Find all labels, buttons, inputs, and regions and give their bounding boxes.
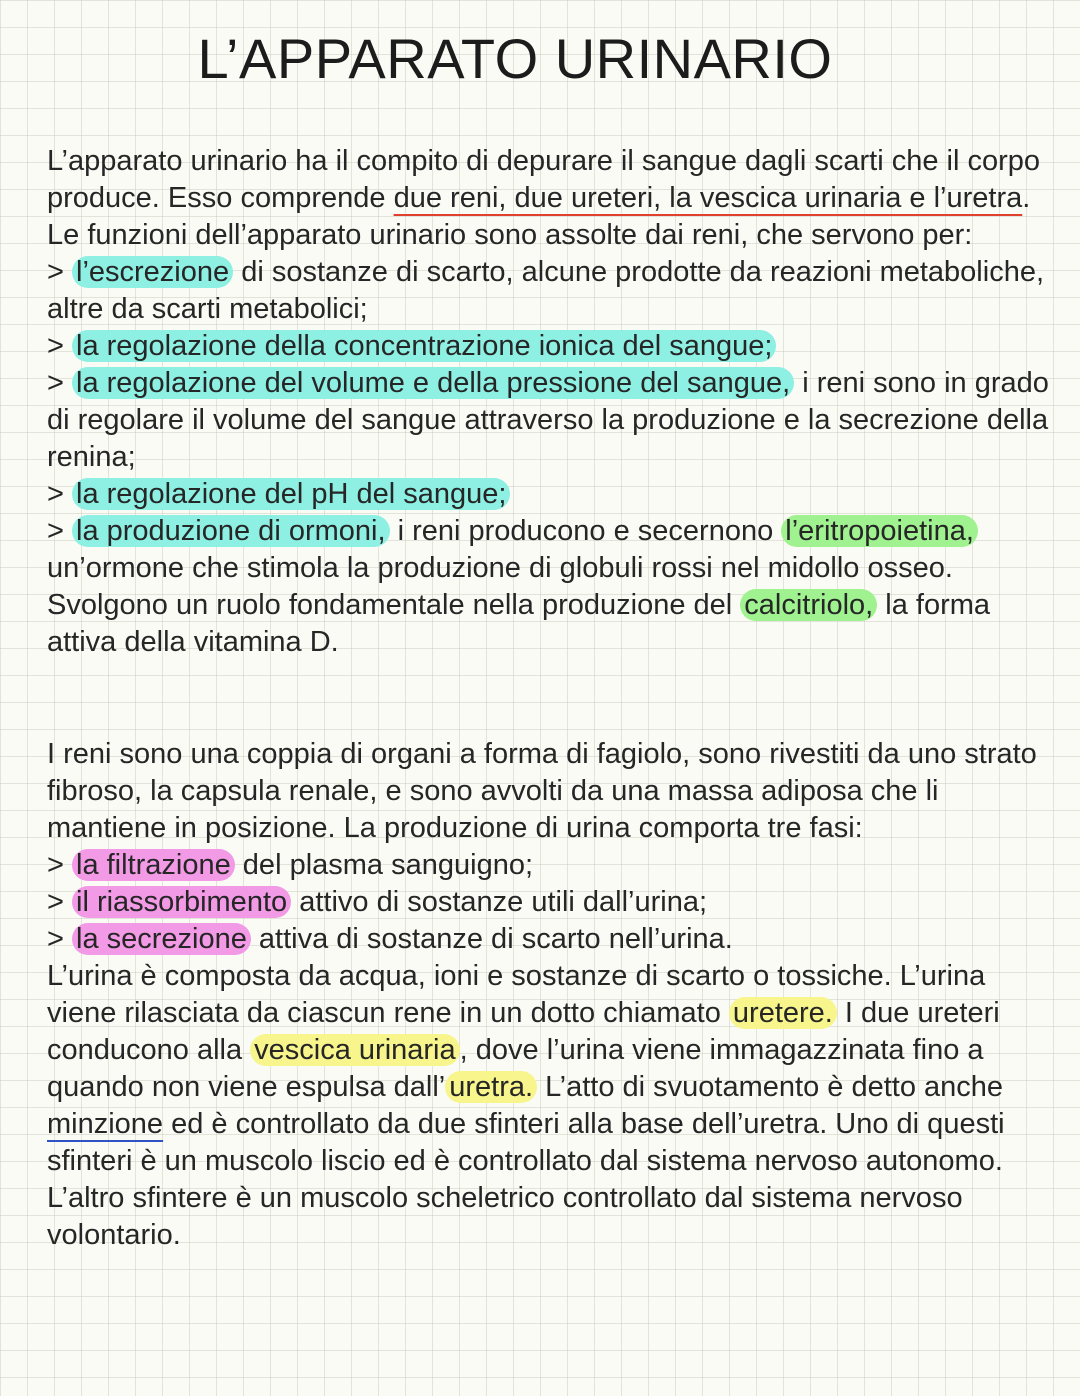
highlight-cyan: la produzione di ormoni, (72, 515, 390, 547)
bullet-ph-regulation: > la regolazione del pH del sangue; (47, 478, 510, 510)
highlight-green: calcitriolo, (740, 589, 877, 621)
highlight-pink: il riassorbimento (72, 886, 291, 918)
highlight-yellow: uretra. (445, 1071, 537, 1103)
text: , dove l’urina viene immagazzinata fino a quando non viene espulsa dall’ (47, 1034, 984, 1103)
text: I reni sono una coppia di organi a forma di fagiolo, sono rivestiti da uno strato fibroso, la capsula renale, e sono avvolti da una massa adiposa che li mantiene in posizione. La produzione di urina comporta tre fasi: (47, 738, 1037, 844)
bullet-reabsorption: > il riassorbimento attivo di sostanze utili dall’urina; (47, 886, 708, 918)
text: i reni sono in grado di regolare il volume del sangue attraverso la produzione e la secrezione della renina; (47, 367, 1049, 473)
text: L’apparato urinario ha il compito di depurare il sangue dagli scarti che il corpo produce. Esso comprende (47, 145, 1041, 214)
text: di sostanze di scarto, alcune prodotte da reazioni metaboliche, altre da scarti metabolici; (47, 256, 1045, 325)
bullet-excretion: > l’escrezione di sostanze di scarto, alcune prodotte da reazioni metaboliche, altre da scarti metabolici; (47, 256, 1045, 325)
text: del plasma sanguigno; (234, 849, 534, 881)
text: L’urina è composta da acqua, ioni e sostanze di scarto o tossiche. L’urina viene rilasciata da ciascun rene in un dotto chiamato (47, 960, 986, 1029)
text: ed è controllato da due sfinteri alla base dell’uretra. Uno di questi sfinteri è un muscolo liscio ed è controllato dal sistema nervoso autonomo. L’altro sfintere è un muscolo scheletrico controllato dal sistema nervoso volontario. (47, 1108, 1005, 1251)
text: attivo di sostanze utili dall’urina; (291, 886, 708, 918)
highlight-cyan: l’escrezione (72, 256, 233, 288)
highlight-cyan: la regolazione del volume e della pressione del sangue, (72, 367, 794, 399)
bullet-filtration: > la filtrazione del plasma sanguigno; (47, 849, 534, 881)
text: la forma attiva della vitamina D. (47, 589, 991, 658)
highlight-yellow: vescica urinaria (250, 1034, 459, 1066)
paragraph-kidneys (47, 736, 1057, 1254)
underlined-minzione: minzione (47, 1108, 164, 1140)
page-title: L’APPARATO URINARIO (197, 27, 833, 90)
text: . Le funzioni dell’apparato urinario sono assolte dai reni, che servono per: (47, 182, 1031, 251)
paragraph-functions (47, 143, 1057, 661)
bullet-secretion: > la secrezione attiva di sostanze di scarto nell’urina. (47, 923, 733, 955)
underlined-organs: due reni, due ureteri, la vescica urinaria e l’uretra (393, 182, 1023, 214)
text: L’atto di svuotamento è detto anche (537, 1071, 1004, 1103)
text: un’ormone che stimola la produzione di globuli rossi nel midollo osseo. Svolgono un ruolo fondamentale nella produzione del (47, 552, 953, 621)
bullet-ionic-regulation: > la regolazione della concentrazione ionica del sangue; (47, 330, 776, 362)
highlight-green: l’eritropoietina, (781, 515, 978, 547)
bullet-hormones: > la produzione di ormoni, i reni producono e secernono l’eritropoietina, un’ormone che stimola la produzione di globuli rossi nel midollo osseo. Svolgono un ruolo fondamentale nella produzione del calcitriolo, la forma attiva della vitamina D. (47, 515, 991, 658)
highlight-pink: la filtrazione (72, 849, 235, 881)
text: attiva di sostanze di scarto nell’urina. (250, 923, 733, 955)
text: i reni producono e secernono (389, 515, 782, 547)
highlight-yellow: uretere. (729, 997, 837, 1029)
highlight-cyan: la regolazione della concentrazione ionica del sangue; (72, 330, 776, 362)
text: I due ureteri conducono alla (47, 997, 1000, 1066)
bullet-volume-regulation: > la regolazione del volume e della pressione del sangue, i reni sono in grado di regolare il volume del sangue attraverso la produzione e la secrezione della renina; (47, 367, 1049, 473)
highlight-pink: la secrezione (72, 923, 251, 955)
highlight-cyan: la regolazione del pH del sangue; (72, 478, 510, 510)
